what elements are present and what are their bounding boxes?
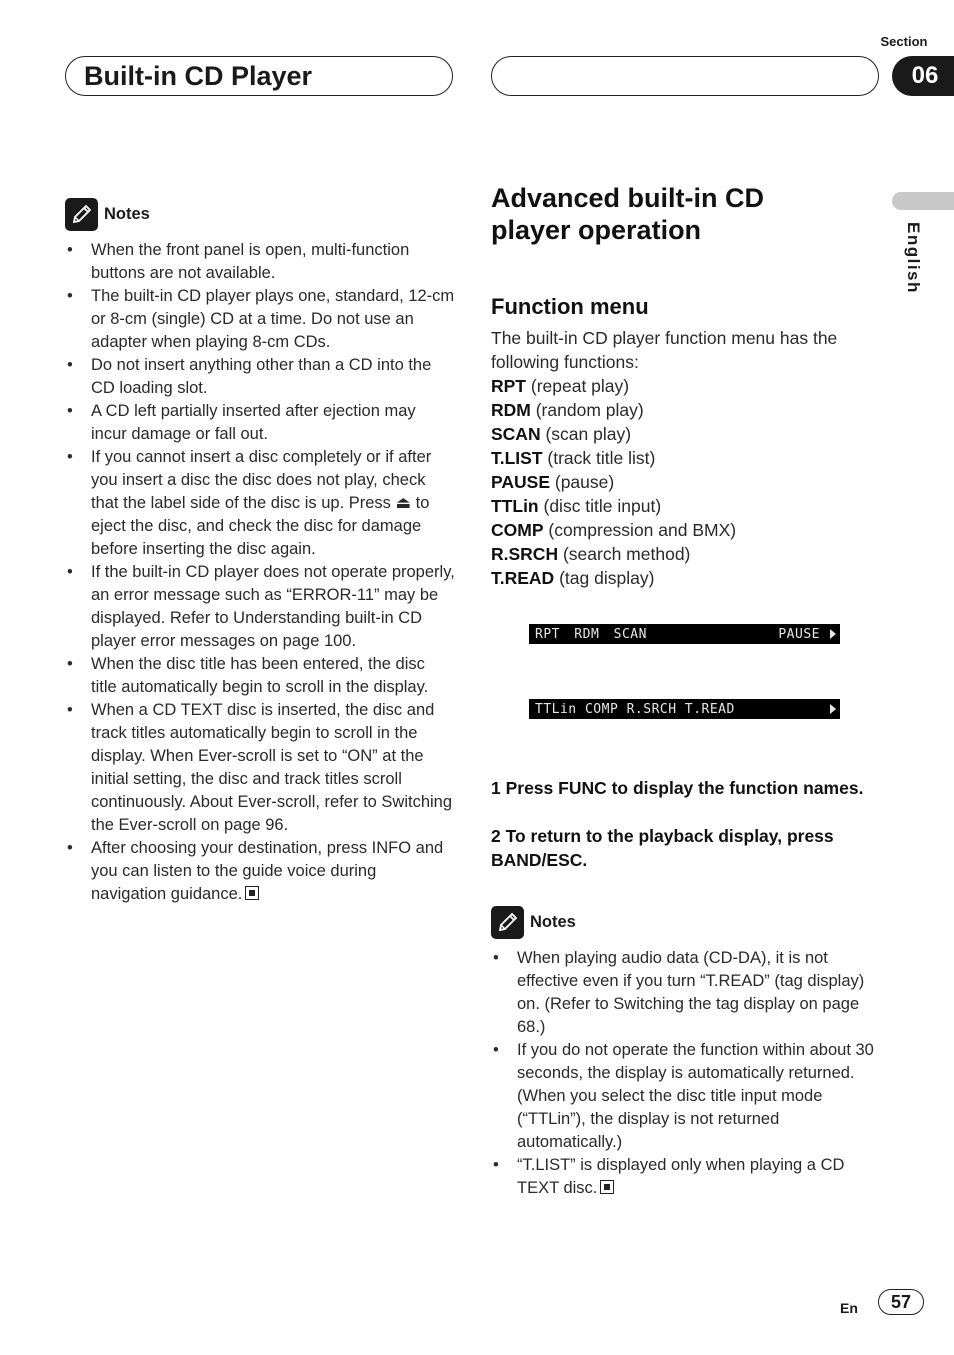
function-desc: (search method): [562, 544, 691, 564]
page-title: [491, 182, 881, 246]
note-item: • When the front panel is open, multi-function buttons are not available.: [65, 239, 455, 285]
notes-header: [491, 906, 881, 939]
note-item: • If the built-in CD player does not operate properly, an error message such as “ERROR-11” may be displayed. Refer to Understanding built-in CD player error messages on page 100.: [65, 561, 455, 653]
arrow-right-icon: [830, 704, 836, 714]
function-item: [491, 398, 881, 422]
lcd-display-1-left: RPT RDM SCAN: [535, 626, 647, 642]
function-code: RDM: [491, 400, 531, 420]
function-code: SCAN: [491, 424, 541, 444]
note-item: • If you cannot insert a disc completely or if after you insert a disc the disc does not play, check that the label side of the disc is up. Press ⏏ to eject the disc, and check the disc for damage before inserting the disc again.: [65, 446, 455, 561]
left-notes-list: [65, 239, 455, 906]
language-label: English: [904, 222, 923, 294]
function-desc: (random play): [535, 400, 644, 420]
function-desc: (scan play): [545, 424, 632, 444]
section-label: Section: [880, 34, 928, 49]
pencil-note-icon: [491, 906, 524, 939]
step-2: 2 To return to the playback display, press BAND/ESC.: [491, 826, 834, 870]
function-desc: (compression and BMX): [548, 520, 737, 540]
left-notes-section: [65, 198, 455, 906]
lcd-display-2-left: TTLin COMP R.SRCH T.READ: [535, 701, 735, 717]
page-title-line1: Advanced built-in CD: [491, 183, 765, 213]
function-item: [491, 566, 881, 590]
right-notes-section: [491, 906, 881, 1200]
function-code: COMP: [491, 520, 544, 540]
lcd-display-1-right: PAUSE: [778, 626, 820, 642]
note-item-last: [65, 837, 455, 906]
function-desc: (tag display): [559, 568, 655, 588]
note-item-text: After choosing your destination, press INFO and you can listen to the guide voice during navigation guidance.: [91, 839, 444, 903]
lcd-display-1: [529, 624, 840, 644]
section-number-badge: 06: [892, 56, 954, 96]
end-of-section-icon: [600, 1180, 614, 1194]
function-desc: (track title list): [547, 448, 656, 468]
function-item: [491, 374, 881, 398]
pencil-note-icon: [65, 198, 98, 231]
function-desc: (pause): [554, 472, 615, 492]
chapter-title-text: Built-in CD Player: [84, 60, 313, 91]
notes-header: [65, 198, 455, 231]
notes-title: Notes: [104, 205, 150, 223]
main-section: [491, 182, 881, 1200]
function-code: T.LIST: [491, 448, 543, 468]
function-menu-intro: The built-in CD player function menu has the following functions:: [491, 328, 838, 372]
note-item: • When a CD TEXT disc is inserted, the disc and track titles automatically begin to scroll in the display. When Ever-scroll is set to “ON” at the initial setting, the disc and track titles scroll continuously. About Ever-scroll, refer to Switching the Ever-scroll on page 96.: [65, 699, 455, 837]
function-item: [491, 518, 881, 542]
function-item: [491, 470, 881, 494]
page-title-line2: player operation: [491, 215, 702, 245]
function-item: [491, 422, 881, 446]
note-item: • When the disc title has been entered, the disc title automatically begin to scroll in the display.: [65, 653, 455, 699]
function-code: T.READ: [491, 568, 555, 588]
arrow-right-icon: [830, 629, 836, 639]
note-item: • Do not insert anything other than a CD into the CD loading slot.: [65, 354, 455, 400]
function-code: RPT: [491, 376, 526, 396]
note-item: • The built-in CD player plays one, standard, 12-cm or 8-cm (single) CD at a time. Do not use an adapter when playing 8-cm CDs.: [65, 285, 455, 354]
note-item-text: “T.LIST” is displayed only when playing a CD TEXT disc.: [517, 1156, 845, 1197]
right-notes-list: [491, 947, 881, 1200]
footer-language: En: [840, 1300, 858, 1316]
step-1: 1 Press FUNC to display the function names.: [491, 778, 864, 798]
function-item: [491, 446, 881, 470]
function-code: R.SRCH: [491, 544, 559, 564]
chapter-title: [65, 56, 453, 96]
note-item: • A CD left partially inserted after ejection may incur damage or fall out.: [65, 400, 455, 446]
function-code: TTLin: [491, 496, 539, 516]
function-item: [491, 494, 881, 518]
note-item: • If you do not operate the function within about 30 seconds, the display is automatically returned. (When you select the disc title input mode (“TTLin”), the display is not returned automatically.): [491, 1039, 881, 1154]
note-item: • When playing audio data (CD-DA), it is not effective even if you turn “T.READ” (tag display) on. (Refer to Switching the tag display on page 68.): [491, 947, 881, 1039]
function-item: [491, 542, 881, 566]
function-list: [491, 374, 881, 590]
function-desc: (repeat play): [530, 376, 630, 396]
header-blank-pill: [491, 56, 879, 96]
end-of-section-icon: [245, 886, 259, 900]
language-tab: [892, 192, 954, 210]
function-code: PAUSE: [491, 472, 550, 492]
function-menu-heading: Function menu: [491, 294, 649, 319]
notes-title: Notes: [530, 913, 576, 931]
function-desc: (disc title input): [543, 496, 662, 516]
lcd-display-2: [529, 699, 840, 719]
page-number: 57: [878, 1289, 924, 1315]
note-item-last: [491, 1154, 881, 1200]
